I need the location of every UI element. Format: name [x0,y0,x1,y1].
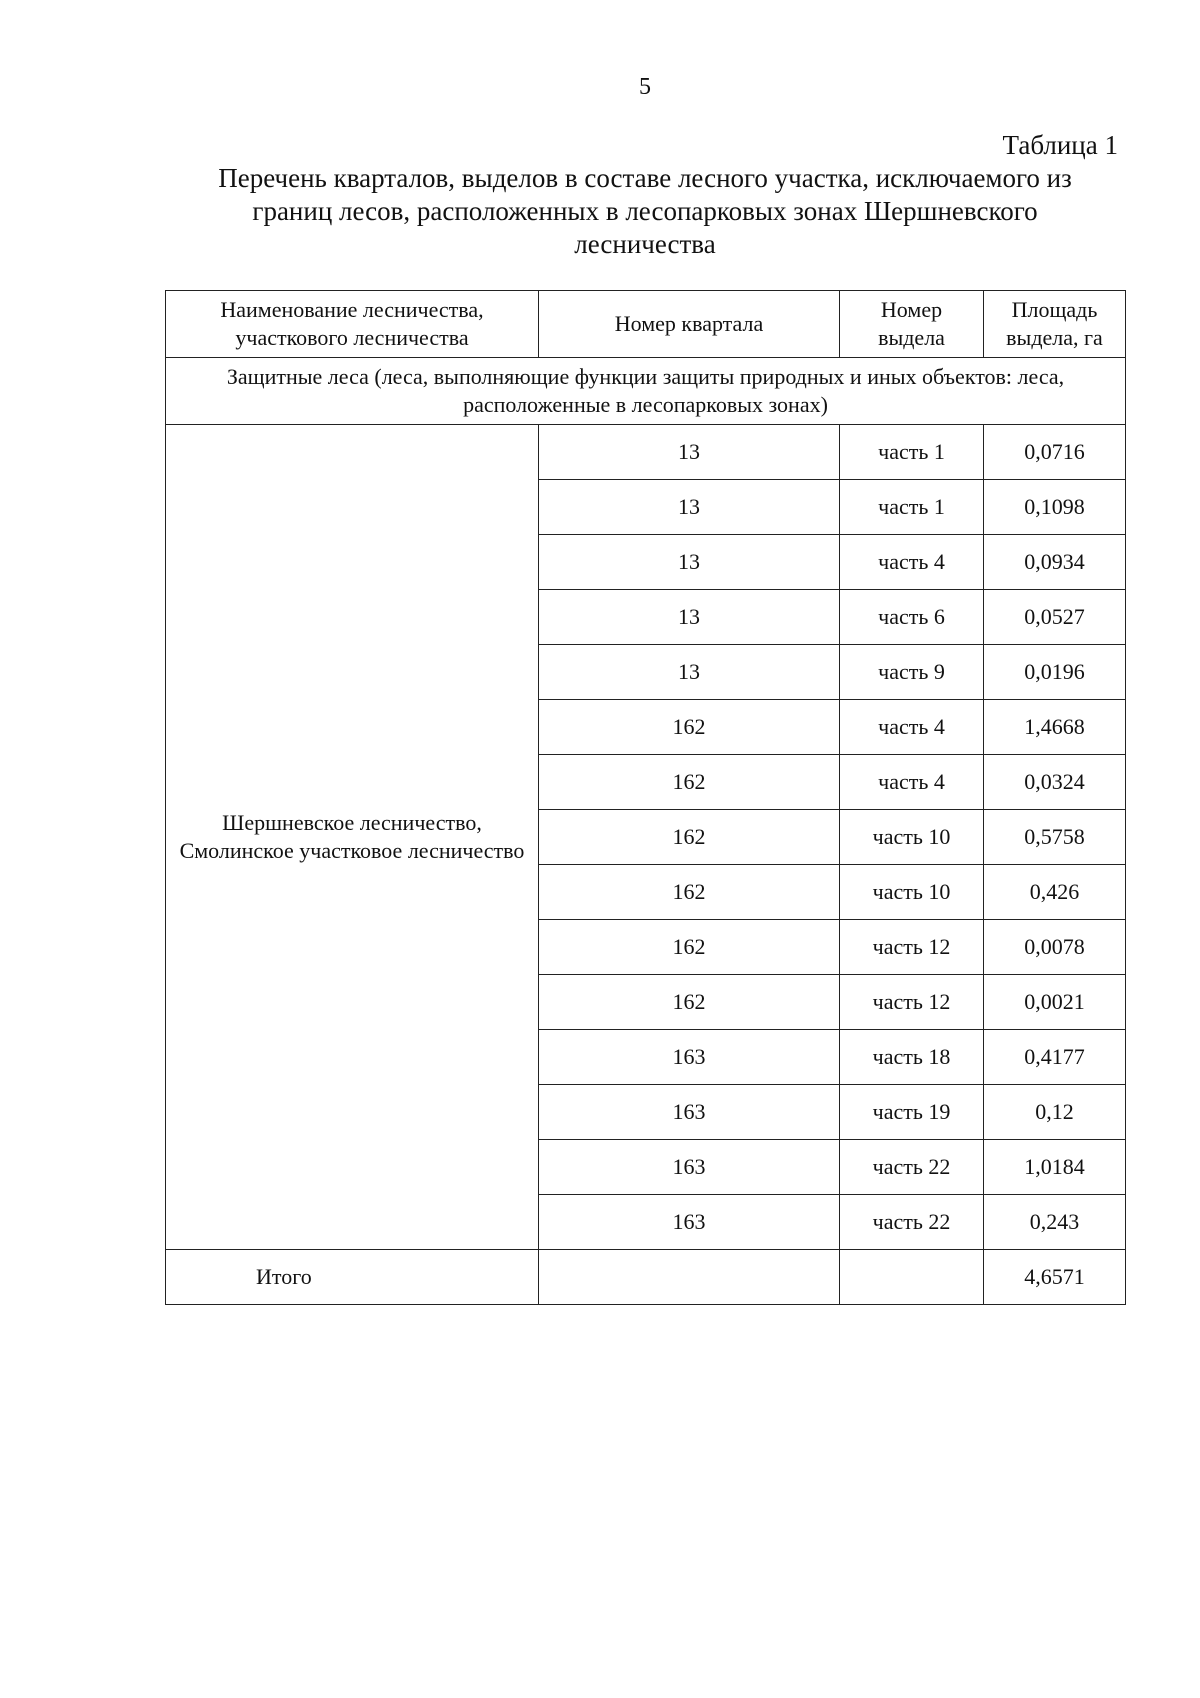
section-row [166,358,1126,425]
header-area: Площадь выдела, га [984,291,1126,358]
quarter-cell: 162 [539,920,840,975]
table-title: Перечень кварталов, выделов в составе лесного участка, исключаемого из границ лесов, расположенных в лесопарковых зонах Шершневского лесничества [218,163,1072,259]
quarter-cell: 163 [539,1195,840,1250]
quarter-cell: 13 [539,535,840,590]
plot-cell: часть 19 [840,1085,984,1140]
plot-cell: часть 6 [840,590,984,645]
table-row [166,425,1126,480]
plot-cell: часть 10 [840,810,984,865]
plot-cell: часть 12 [840,920,984,975]
quarter-cell: 162 [539,700,840,755]
forestry-name-cell: Шершневское лесничество, Смолинское участковое лесничество [166,425,539,1250]
plot-cell: часть 1 [840,480,984,535]
total-area-cell: 4,6571 [984,1250,1126,1305]
quarter-cell: 13 [539,645,840,700]
area-cell: 0,0527 [984,590,1126,645]
quarter-cell: 163 [539,1030,840,1085]
quarter-cell: 163 [539,1140,840,1195]
header-plot: Номер выдела [840,291,984,358]
plot-cell: часть 10 [840,865,984,920]
plot-cell: часть 9 [840,645,984,700]
total-row [166,1250,1126,1305]
quarter-cell: 162 [539,975,840,1030]
plot-cell: часть 22 [840,1195,984,1250]
plot-cell: часть 1 [840,425,984,480]
plot-cell: часть 18 [840,1030,984,1085]
area-cell: 0,1098 [984,480,1126,535]
table-header-row [166,291,1126,358]
area-cell: 0,4177 [984,1030,1126,1085]
area-cell: 0,0021 [984,975,1126,1030]
plot-cell: часть 22 [840,1140,984,1195]
area-cell: 0,0324 [984,755,1126,810]
quarter-cell: 13 [539,480,840,535]
table-label: Таблица 1 [1002,130,1118,160]
area-cell: 0,5758 [984,810,1126,865]
plot-cell: часть 12 [840,975,984,1030]
area-cell: 0,0716 [984,425,1126,480]
plot-cell: часть 4 [840,535,984,590]
quarter-cell: 162 [539,865,840,920]
total-plot-cell [840,1250,984,1305]
page-number: 5 [639,74,651,100]
total-label: Итого [166,1250,539,1305]
area-cell: 1,0184 [984,1140,1126,1195]
section-label: Защитные леса (леса, выполняющие функции защиты природных и иных объектов: леса, расположенные в лесопарковых зонах) [166,358,1126,425]
area-cell: 0,0078 [984,920,1126,975]
area-cell: 0,0196 [984,645,1126,700]
quarter-cell: 13 [539,425,840,480]
area-cell: 0,243 [984,1195,1126,1250]
plot-cell: часть 4 [840,755,984,810]
forest-plots-table [165,290,1126,1305]
area-cell: 0,426 [984,865,1126,920]
quarter-cell: 162 [539,810,840,865]
total-quarter-cell [539,1250,840,1305]
area-cell: 0,0934 [984,535,1126,590]
area-cell: 1,4668 [984,700,1126,755]
header-quarter: Номер квартала [539,291,840,358]
quarter-cell: 162 [539,755,840,810]
area-cell: 0,12 [984,1085,1126,1140]
plot-cell: часть 4 [840,700,984,755]
header-forestry: Наименование лесничества, участкового лесничества [166,291,539,358]
quarter-cell: 163 [539,1085,840,1140]
quarter-cell: 13 [539,590,840,645]
